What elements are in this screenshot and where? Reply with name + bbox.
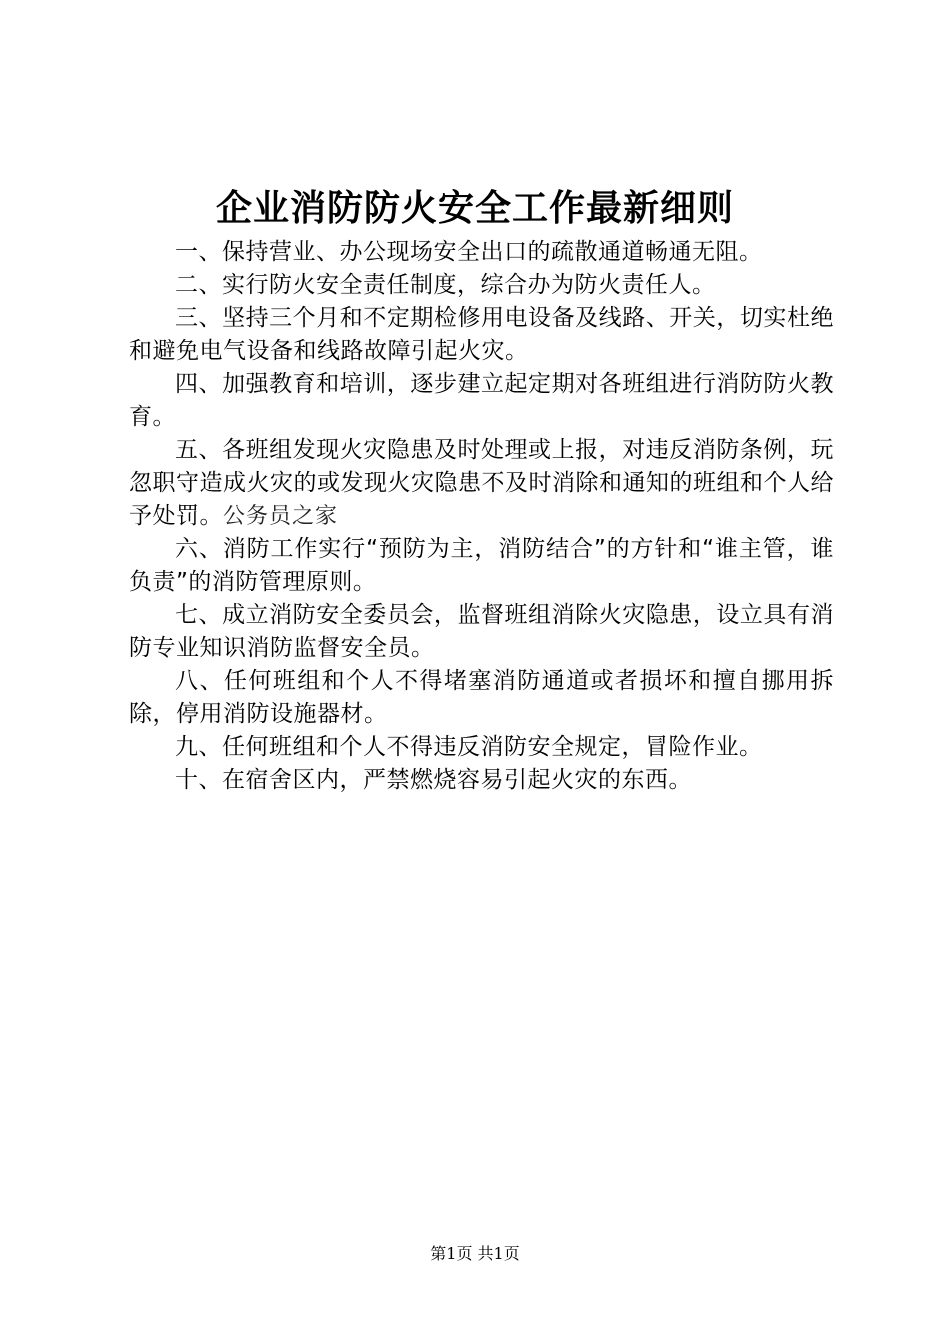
paragraph-8-text: 八、任何班组和个人不得堵塞消防通道或者损坏和擅自挪用拆除，停用消防设施器材。 [129,668,834,727]
paragraph-10 [129,764,834,797]
paragraph-8 [129,665,834,731]
paragraph-9 [129,731,834,764]
paragraph-3 [129,302,834,368]
paragraph-1-text: 一、保持营业、办公现场安全出口的疏散通道畅通无阻。 [175,239,763,265]
watermark-text: 公务员之家 [223,504,339,529]
paragraph-4-text: 四、加强教育和培训，逐步建立起定期对各班组进行消防防火教育。 [129,371,834,430]
paragraph-9-text: 九、任何班组和个人不得违反消防安全规定，冒险作业。 [175,734,763,760]
paragraph-7-text: 七、成立消防安全委员会，监督班组消除火灾隐患，设立具有消防专业知识消防监督安全员。 [129,602,834,661]
paragraph-3-text: 三、坚持三个月和不定期检修用电设备及线路、开关，切实杜绝和避免电气设备和线路故障引起火灾。 [129,305,834,364]
document-body [129,236,834,797]
paragraph-2-text: 二、实行防火安全责任制度，综合办为防火责任人。 [175,272,716,298]
paragraph-10-text: 十、在宿舍区内，严禁燃烧容易引起火灾的东西。 [175,767,692,793]
document-title: 企业消防防火安全工作最新细则 [215,187,734,229]
paragraph-6 [129,533,834,599]
paragraph-2 [129,269,834,302]
paragraph-7 [129,599,834,665]
paragraph-1 [129,236,834,269]
paragraph-5-text: 五、各班组发现火灾隐患及时处理或上报，对违反消防条例，玩忽职守造成火灾的或发现火灾隐患不及时消除和通知的班组和个人给予处罚。 [129,437,834,529]
paragraph-4 [129,368,834,434]
paragraph-6-text: 六、消防工作实行“预防为主，消防结合”的方针和“谁主管，谁负责”的消防管理原则。 [129,536,834,595]
page-footer: 第1页 共1页 [430,1244,520,1263]
paragraph-5 [129,434,834,533]
